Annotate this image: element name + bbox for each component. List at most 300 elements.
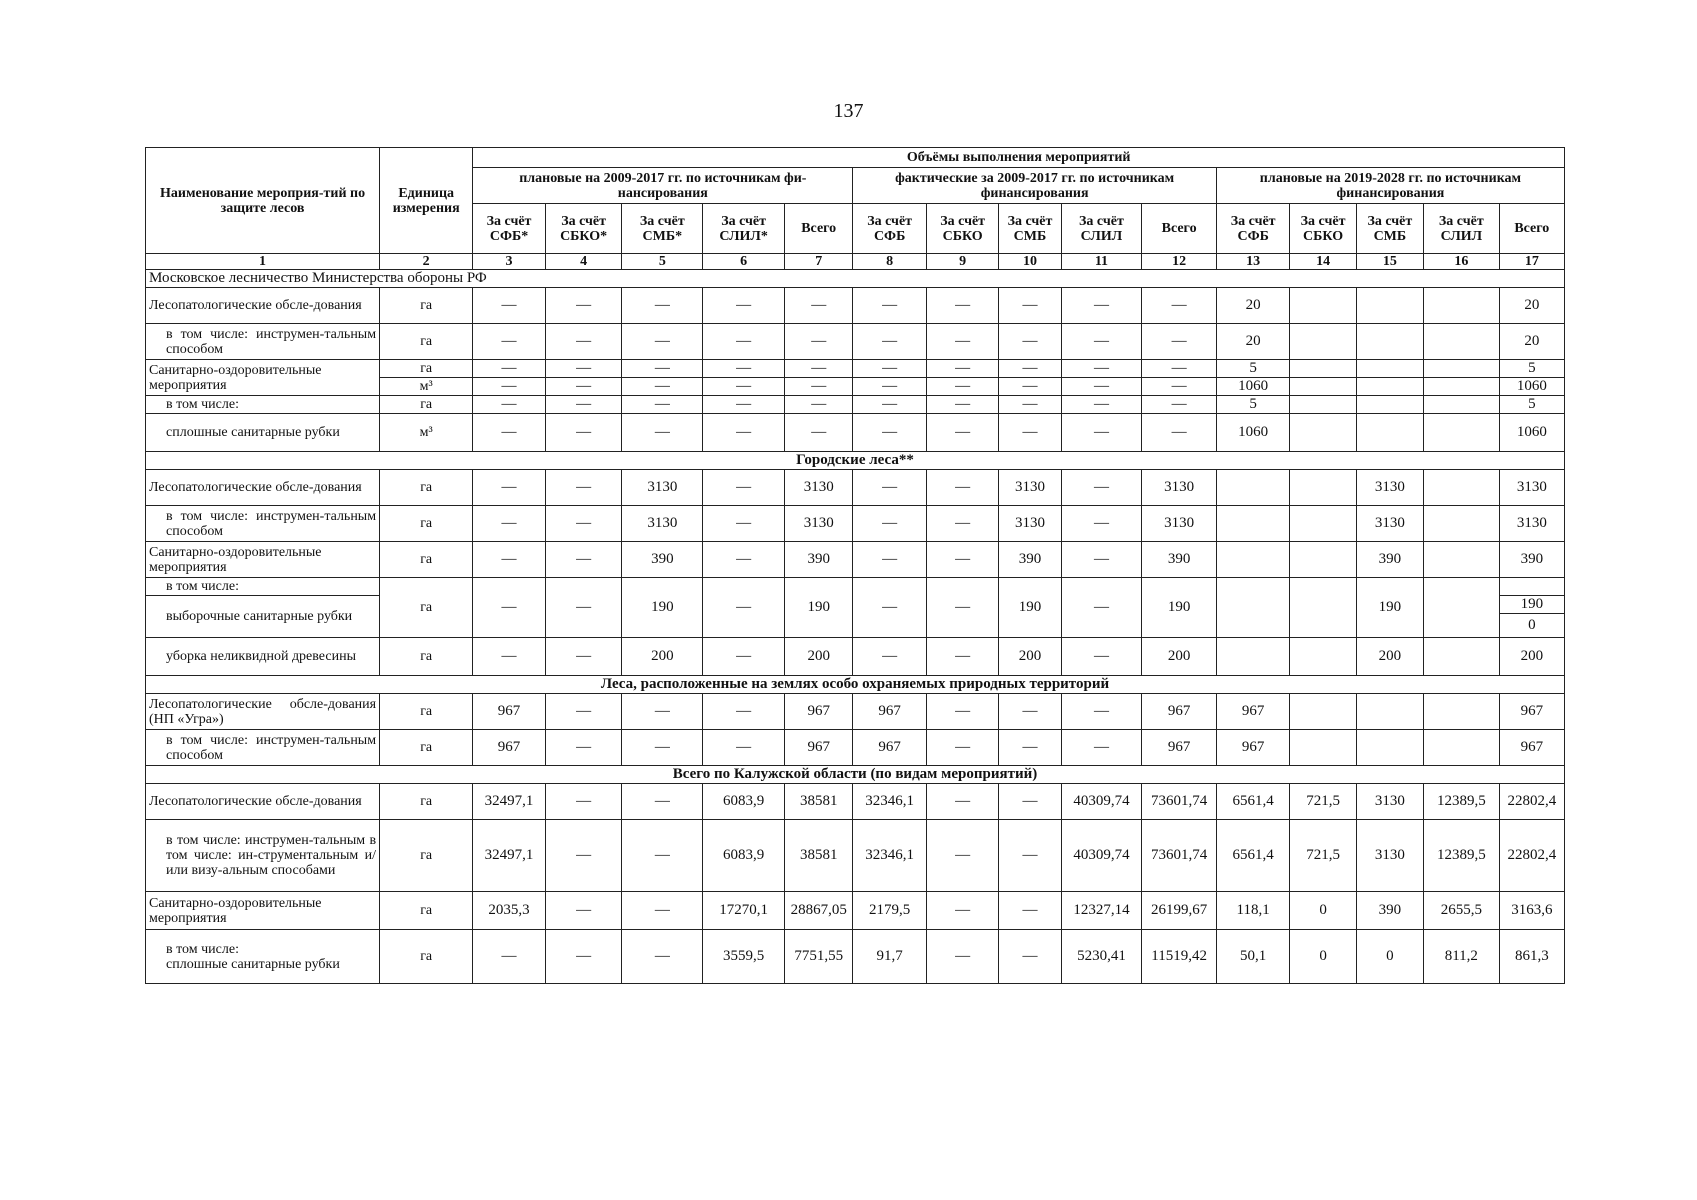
header-subcol: За счёт СБКО	[1290, 204, 1356, 254]
row-unit: га	[380, 730, 473, 766]
cell-value: 3130	[1142, 506, 1217, 542]
table-row	[146, 694, 1565, 730]
cell-value: —	[926, 324, 999, 360]
cell-value: —	[545, 470, 622, 506]
cell-value: 73601,74	[1142, 820, 1217, 892]
table-row	[146, 930, 1565, 984]
cell-value: 390	[785, 542, 853, 578]
cell-value: —	[545, 638, 622, 676]
table-row	[146, 414, 1565, 452]
cell-value: 2655,5	[1424, 892, 1500, 930]
cell-value: 390	[999, 542, 1061, 578]
row-name: в том числе: инструмен-тальным способом	[146, 324, 380, 360]
header-subcol: За счёт СМБ*	[622, 204, 703, 254]
cell-value: —	[473, 396, 546, 414]
row-unit: га	[380, 506, 473, 542]
cell-value: 2035,3	[473, 892, 546, 930]
cell-value	[1356, 288, 1423, 324]
row-name: в том числе:	[146, 578, 380, 596]
cell-value: 91,7	[853, 930, 927, 984]
cell-value: —	[926, 578, 999, 638]
cell-value: —	[545, 784, 622, 820]
header-col-number: 6	[703, 254, 785, 270]
cell-value: 190	[999, 578, 1061, 638]
cell-value: —	[703, 378, 785, 396]
page-number: 137	[833, 100, 864, 122]
row-name: Лесопатологические обсле-дования (НП «Угра»)	[146, 694, 380, 730]
cell-value: —	[473, 288, 546, 324]
cell-value: 40309,74	[1061, 820, 1142, 892]
header-subcol: За счёт СМБ	[1356, 204, 1423, 254]
row-unit: га	[380, 360, 473, 378]
cell-value	[1290, 396, 1356, 414]
header-col-number: 17	[1499, 254, 1564, 270]
cell-value: 3130	[1499, 470, 1564, 506]
cell-value: 390	[1499, 542, 1564, 578]
cell-value: —	[853, 506, 927, 542]
cell-value: 721,5	[1290, 784, 1356, 820]
cell-value: —	[545, 892, 622, 930]
header-col-number: 4	[545, 254, 622, 270]
cell-value: 6561,4	[1216, 784, 1290, 820]
cell-value: —	[473, 324, 546, 360]
header-subcol: За счёт СФБ	[1216, 204, 1290, 254]
cell-value: —	[703, 470, 785, 506]
cell-value: —	[703, 288, 785, 324]
cell-value: 200	[785, 638, 853, 676]
cell-value: —	[926, 396, 999, 414]
cell-value: —	[999, 414, 1061, 452]
cell-value	[1290, 414, 1356, 452]
cell-value: —	[703, 638, 785, 676]
header-unit: Единица измерения	[380, 148, 473, 254]
cell-value: 0	[1290, 892, 1356, 930]
cell-value: 390	[622, 542, 703, 578]
header-col-number: 5	[622, 254, 703, 270]
cell-value	[1290, 694, 1356, 730]
section-title: Леса, расположенные на землях особо охраняемых природных территорий	[146, 676, 1565, 694]
cell-value: —	[473, 506, 546, 542]
cell-value: —	[853, 378, 927, 396]
cell-value: —	[622, 288, 703, 324]
cell-value: —	[785, 414, 853, 452]
cell-value: —	[473, 578, 546, 638]
cell-value: —	[785, 288, 853, 324]
cell-value: 390	[1356, 542, 1423, 578]
cell-value: —	[999, 396, 1061, 414]
cell-value: 967	[1216, 694, 1290, 730]
cell-value: 3130	[999, 470, 1061, 506]
cell-value: —	[999, 892, 1061, 930]
cell-value: —	[999, 378, 1061, 396]
cell-value: 73601,74	[1142, 784, 1217, 820]
header-name: Наименование мероприя-тий по защите лесов	[146, 148, 380, 254]
cell-value: 861,3	[1499, 930, 1564, 984]
cell-value: —	[853, 288, 927, 324]
cell-value	[1290, 360, 1356, 378]
table-row	[146, 396, 1565, 414]
cell-value: —	[785, 324, 853, 360]
header-col-number: 3	[473, 254, 546, 270]
cell-value: 967	[473, 694, 546, 730]
row-unit: га	[380, 892, 473, 930]
row-name: в том числе:	[146, 396, 380, 414]
cell-value	[1499, 578, 1564, 596]
cell-value: 190	[1356, 578, 1423, 638]
cell-value: —	[545, 578, 622, 638]
row-unit: га	[380, 396, 473, 414]
row-name: в том числе: инструмен-тальным в том числе: ин-струментальным и/или визу-альным способами	[146, 820, 380, 892]
cell-value: 3130	[1356, 506, 1423, 542]
cell-value: —	[999, 360, 1061, 378]
table-row	[146, 506, 1565, 542]
cell-value: —	[999, 694, 1061, 730]
header-subcol: За счёт СБКО*	[545, 204, 622, 254]
cell-value: 12327,14	[1061, 892, 1142, 930]
cell-value: 32497,1	[473, 784, 546, 820]
cell-value: —	[926, 730, 999, 766]
row-name: Санитарно-оздоровительные мероприятия	[146, 360, 380, 396]
cell-value	[1424, 694, 1500, 730]
cell-value: —	[926, 414, 999, 452]
cell-value: —	[1061, 360, 1142, 378]
cell-value	[1356, 378, 1423, 396]
cell-value: —	[703, 506, 785, 542]
header-col-number: 14	[1290, 254, 1356, 270]
cell-value: —	[926, 638, 999, 676]
header-subcol: Всего	[785, 204, 853, 254]
cell-value: —	[622, 892, 703, 930]
header-subcol: За счёт СФБ*	[473, 204, 546, 254]
cell-value	[1356, 324, 1423, 360]
cell-value: —	[1061, 324, 1142, 360]
cell-value: —	[926, 820, 999, 892]
cell-value: —	[473, 638, 546, 676]
cell-value: —	[1061, 470, 1142, 506]
cell-value: 5	[1216, 396, 1290, 414]
cell-value	[1424, 470, 1500, 506]
cell-value	[1290, 542, 1356, 578]
cell-value: —	[1061, 288, 1142, 324]
cell-value	[1356, 730, 1423, 766]
cell-value: —	[1061, 506, 1142, 542]
cell-value: —	[785, 360, 853, 378]
cell-value: 3130	[622, 506, 703, 542]
cell-value	[1216, 506, 1290, 542]
cell-value: —	[1142, 396, 1217, 414]
cell-value: 967	[1142, 730, 1217, 766]
cell-value: 12389,5	[1424, 820, 1500, 892]
cell-value: 200	[1356, 638, 1423, 676]
section-row	[146, 766, 1565, 784]
cell-value: —	[1061, 542, 1142, 578]
cell-value: —	[545, 542, 622, 578]
row-name: Лесопатологические обсле-дования	[146, 288, 380, 324]
cell-value: —	[1061, 694, 1142, 730]
header-subcol: За счёт СЛИЛ	[1061, 204, 1142, 254]
table-row	[146, 638, 1565, 676]
table-header	[146, 148, 1565, 270]
cell-value: —	[926, 930, 999, 984]
row-name: Лесопатологические обсле-дования	[146, 784, 380, 820]
cell-value: —	[622, 324, 703, 360]
cell-value: 12389,5	[1424, 784, 1500, 820]
row-unit: га	[380, 324, 473, 360]
cell-value: 1060	[1216, 414, 1290, 452]
row-name: выборочные санитарные рубки	[146, 596, 380, 638]
table-row	[146, 892, 1565, 930]
cell-value: 0	[1290, 930, 1356, 984]
row-unit: га	[380, 930, 473, 984]
cell-value: 5	[1216, 360, 1290, 378]
cell-value: 967	[853, 730, 927, 766]
cell-value: 32497,1	[473, 820, 546, 892]
cell-value: 390	[1142, 542, 1217, 578]
table-row	[146, 470, 1565, 506]
cell-value: —	[473, 378, 546, 396]
cell-value	[1216, 542, 1290, 578]
cell-value	[1290, 288, 1356, 324]
cell-value: —	[545, 730, 622, 766]
cell-value: —	[1142, 288, 1217, 324]
header-subcol: За счёт СМБ	[999, 204, 1061, 254]
header-col-number: 11	[1061, 254, 1142, 270]
section-title: Городские леса**	[146, 452, 1565, 470]
cell-value: 3163,6	[1499, 892, 1564, 930]
header-group-planned-2019: плановые на 2019-2028 гг. по источникам финансирования	[1216, 168, 1564, 204]
cell-value: —	[926, 892, 999, 930]
cell-value: —	[703, 542, 785, 578]
cell-value: 967	[785, 694, 853, 730]
cell-value: 118,1	[1216, 892, 1290, 930]
cell-value: 190	[622, 578, 703, 638]
cell-value: 190	[785, 578, 853, 638]
cell-value	[1290, 730, 1356, 766]
cell-value: 967	[473, 730, 546, 766]
cell-value: 7751,55	[785, 930, 853, 984]
cell-value: 22802,4	[1499, 820, 1564, 892]
header-subcol: Всего	[1142, 204, 1217, 254]
cell-value: 967	[785, 730, 853, 766]
cell-value: 200	[622, 638, 703, 676]
cell-value: —	[999, 288, 1061, 324]
row-name: сплошные санитарные рубки	[146, 414, 380, 452]
row-unit: м³	[380, 378, 473, 396]
table-body	[146, 270, 1565, 984]
table-row	[146, 730, 1565, 766]
cell-value: —	[1061, 396, 1142, 414]
row-unit: га	[380, 542, 473, 578]
table-row	[146, 324, 1565, 360]
cell-value	[1356, 414, 1423, 452]
cell-value: 3130	[1499, 506, 1564, 542]
cell-value: —	[545, 930, 622, 984]
cell-value: 38581	[785, 820, 853, 892]
cell-value: —	[622, 930, 703, 984]
cell-value: 3130	[1356, 784, 1423, 820]
cell-value: —	[926, 470, 999, 506]
cell-value	[1424, 378, 1500, 396]
cell-value: 190	[1499, 596, 1564, 614]
cell-value: 40309,74	[1061, 784, 1142, 820]
cell-value	[1216, 470, 1290, 506]
header-col-number: 8	[853, 254, 927, 270]
cell-value	[1216, 578, 1290, 638]
row-name: уборка неликвидной древесины	[146, 638, 380, 676]
section-row	[146, 676, 1565, 694]
cell-value: —	[1142, 360, 1217, 378]
cell-value: —	[926, 694, 999, 730]
cell-value: 967	[1142, 694, 1217, 730]
cell-value: 0	[1499, 614, 1564, 638]
cell-value: 3130	[999, 506, 1061, 542]
cell-value: —	[999, 930, 1061, 984]
cell-value: 967	[1216, 730, 1290, 766]
cell-value: 32346,1	[853, 784, 927, 820]
row-name: в том числе: инструмен-тальным способом	[146, 730, 380, 766]
cell-value: 6083,9	[703, 784, 785, 820]
cell-value: 5230,41	[1061, 930, 1142, 984]
cell-value: —	[926, 288, 999, 324]
cell-value: 6083,9	[703, 820, 785, 892]
cell-value	[1290, 324, 1356, 360]
cell-value: 5	[1499, 396, 1564, 414]
cell-value: 3130	[785, 506, 853, 542]
cell-value: 811,2	[1424, 930, 1500, 984]
cell-value: —	[926, 378, 999, 396]
cell-value: 3130	[785, 470, 853, 506]
cell-value	[1290, 378, 1356, 396]
cell-value: 3130	[1142, 470, 1217, 506]
cell-value: —	[926, 360, 999, 378]
cell-value: —	[545, 506, 622, 542]
section-title: Всего по Калужской области (по видам мероприятий)	[146, 766, 1565, 784]
measures-table-wrapper	[145, 147, 1565, 984]
cell-value: 50,1	[1216, 930, 1290, 984]
header-col-number: 12	[1142, 254, 1217, 270]
row-name-line: в том числе:	[166, 941, 239, 957]
cell-value	[1290, 638, 1356, 676]
cell-value: —	[853, 470, 927, 506]
cell-value: —	[785, 396, 853, 414]
cell-value: —	[785, 378, 853, 396]
cell-value: 2179,5	[853, 892, 927, 930]
cell-value	[1424, 288, 1500, 324]
row-unit: га	[380, 638, 473, 676]
cell-value: 32346,1	[853, 820, 927, 892]
forest-protection-table	[145, 147, 1565, 984]
cell-value: —	[622, 360, 703, 378]
cell-value	[1424, 638, 1500, 676]
header-subcol: За счёт СЛИЛ	[1424, 204, 1500, 254]
cell-value: —	[545, 820, 622, 892]
section-title: Московское лесничество Министерства обороны РФ	[146, 270, 1565, 288]
cell-value: 200	[999, 638, 1061, 676]
cell-value: —	[622, 694, 703, 730]
cell-value: 390	[1356, 892, 1423, 930]
row-unit: га	[380, 784, 473, 820]
cell-value: 1060	[1499, 414, 1564, 452]
cell-value	[1424, 730, 1500, 766]
cell-value: —	[1142, 414, 1217, 452]
cell-value	[1424, 324, 1500, 360]
row-unit: га	[380, 694, 473, 730]
cell-value: —	[703, 730, 785, 766]
cell-value: —	[703, 396, 785, 414]
row-name: Лесопатологические обсле-дования	[146, 470, 380, 506]
cell-value: —	[622, 396, 703, 414]
section-row	[146, 452, 1565, 470]
cell-value: 20	[1216, 324, 1290, 360]
cell-value: —	[473, 360, 546, 378]
table-row	[146, 542, 1565, 578]
cell-value: 38581	[785, 784, 853, 820]
cell-value: 3130	[1356, 470, 1423, 506]
table-row	[146, 360, 1565, 378]
header-subcol: Всего	[1499, 204, 1564, 254]
cell-value: 20	[1499, 288, 1564, 324]
cell-value	[1424, 578, 1500, 638]
cell-value: 3130	[622, 470, 703, 506]
cell-value: 11519,42	[1142, 930, 1217, 984]
cell-value: —	[545, 414, 622, 452]
cell-value: —	[999, 784, 1061, 820]
header-col-number: 10	[999, 254, 1061, 270]
header-col-number: 7	[785, 254, 853, 270]
row-unit: га	[380, 288, 473, 324]
header-group-fact-2009: фактические за 2009-2017 гг. по источникам финансирования	[853, 168, 1217, 204]
cell-value: 28867,05	[785, 892, 853, 930]
cell-value	[1290, 506, 1356, 542]
header-col-number: 1	[146, 254, 380, 270]
cell-value: —	[1061, 378, 1142, 396]
header-col-number: 2	[380, 254, 473, 270]
header-group-planned-2009: плановые на 2009-2017 гг. по источникам фи-нансирования	[473, 168, 853, 204]
cell-value: —	[853, 414, 927, 452]
cell-value	[1356, 396, 1423, 414]
cell-value: —	[473, 470, 546, 506]
cell-value: —	[999, 730, 1061, 766]
cell-value: 967	[1499, 730, 1564, 766]
cell-value: —	[853, 638, 927, 676]
cell-value: —	[473, 414, 546, 452]
cell-value: 17270,1	[703, 892, 785, 930]
cell-value: —	[999, 324, 1061, 360]
cell-value	[1290, 470, 1356, 506]
cell-value: —	[926, 506, 999, 542]
cell-value: 22802,4	[1499, 784, 1564, 820]
cell-value: —	[473, 542, 546, 578]
cell-value: 3559,5	[703, 930, 785, 984]
cell-value	[1356, 360, 1423, 378]
cell-value: —	[853, 324, 927, 360]
cell-value	[1290, 578, 1356, 638]
cell-value: —	[1061, 414, 1142, 452]
cell-value: —	[853, 396, 927, 414]
cell-value: —	[545, 694, 622, 730]
cell-value: 190	[1142, 578, 1217, 638]
cell-value: —	[853, 578, 927, 638]
row-unit: га	[380, 820, 473, 892]
cell-value: —	[1061, 578, 1142, 638]
cell-value: 20	[1499, 324, 1564, 360]
cell-value: —	[703, 414, 785, 452]
header-subcol: За счёт СФБ	[853, 204, 927, 254]
cell-value: —	[853, 360, 927, 378]
cell-value	[1424, 414, 1500, 452]
header-col-number: 9	[926, 254, 999, 270]
cell-value: —	[545, 288, 622, 324]
